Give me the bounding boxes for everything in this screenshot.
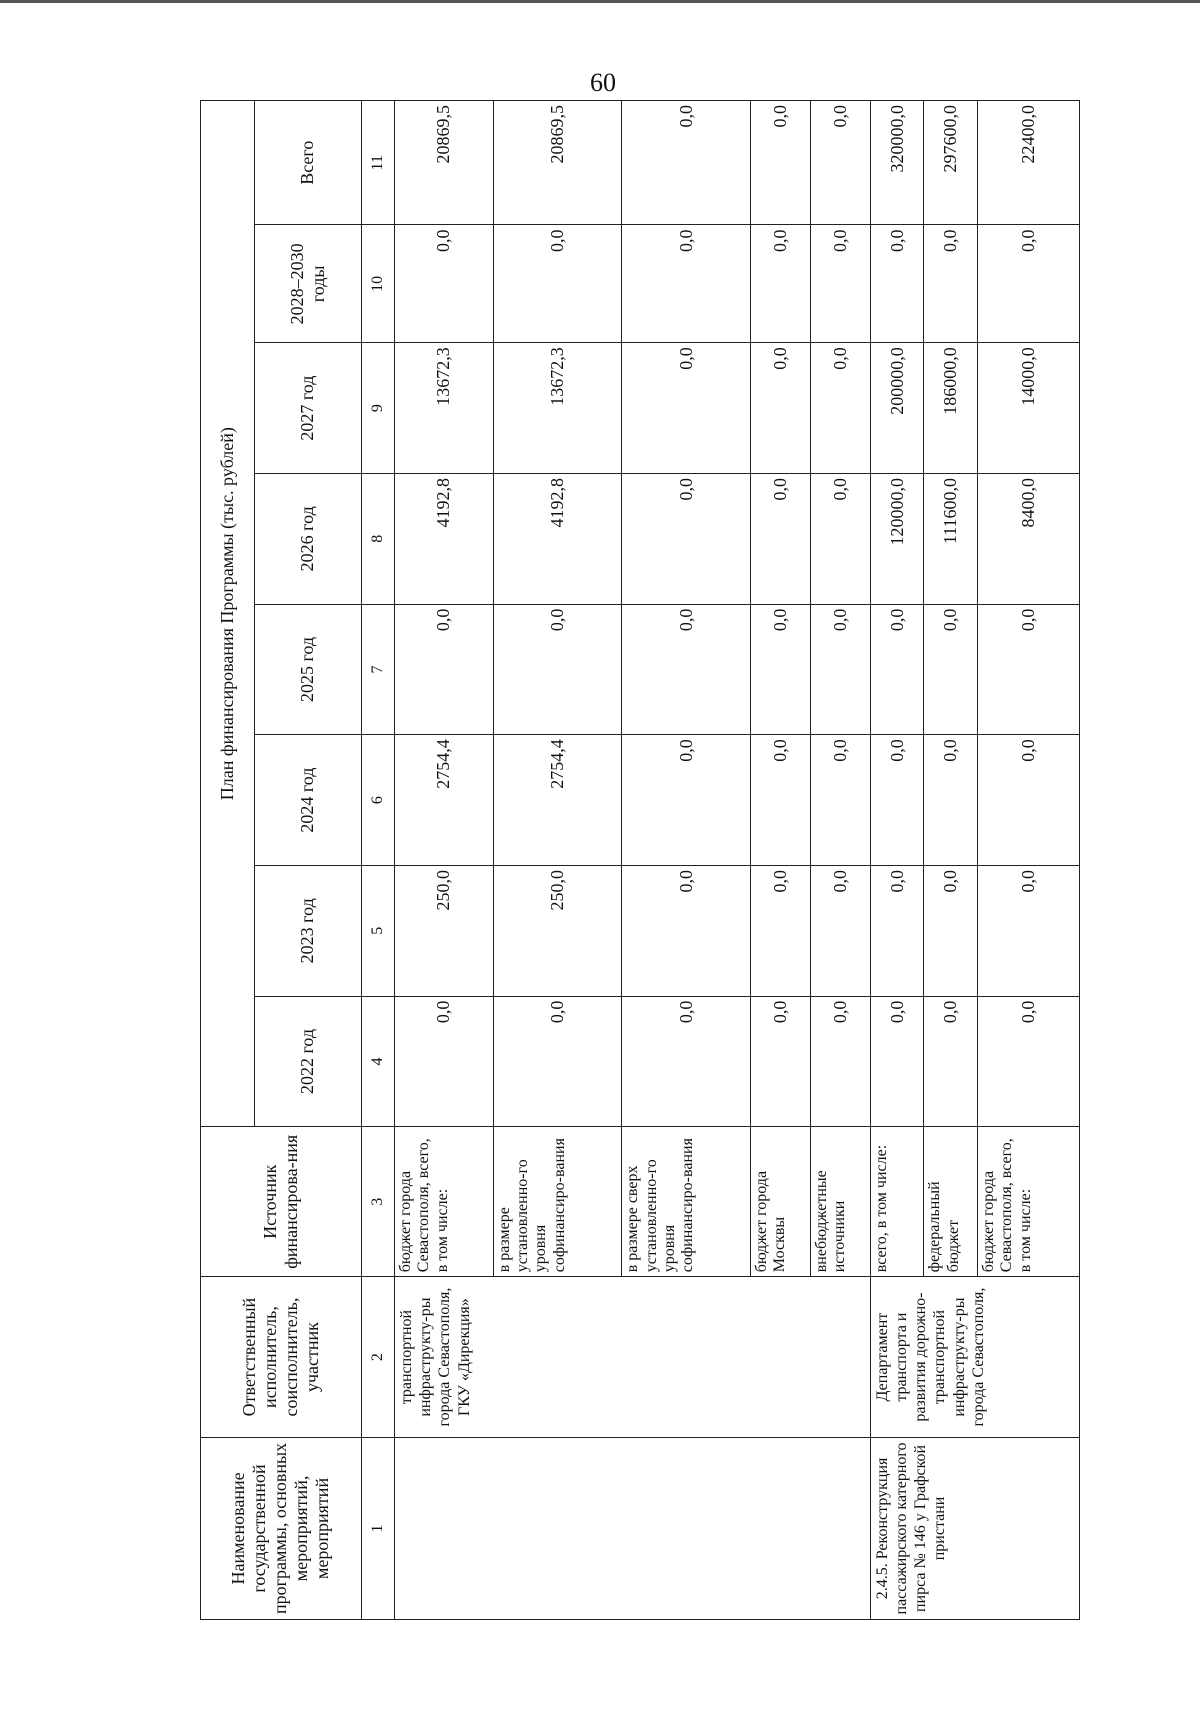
column-number: 3	[361, 1127, 394, 1277]
value-cell: 0,0	[924, 604, 978, 735]
value-cell: 0,0	[395, 996, 494, 1127]
source-cell: всего, в том числе:	[870, 1127, 924, 1277]
value-cell: 0,0	[810, 735, 870, 866]
responsible-cell: Департамент транспорта и развития дорожно-транспортной инфраструкту-ры города Севастополя,	[870, 1277, 1079, 1438]
value-cell: 4192,8	[493, 473, 622, 604]
program-name-cell: 2.4.5. Реконструкция пассажирского катерного пирса № 146 у Графской пристани	[870, 1437, 1079, 1619]
value-cell: 0,0	[750, 473, 810, 604]
header-year: 2027 год	[254, 343, 361, 474]
header-year: 2023 год	[254, 865, 361, 996]
value-cell: 250,0	[395, 865, 494, 996]
header-year: 2025 год	[254, 604, 361, 735]
header-year: 2028–2030 годы	[254, 225, 361, 343]
value-cell: 0,0	[622, 865, 751, 996]
scan-top-border	[0, 0, 1200, 3]
value-cell: 0,0	[870, 225, 924, 343]
column-number: 4	[361, 996, 394, 1127]
value-cell: 0,0	[622, 996, 751, 1127]
value-cell: 0,0	[810, 101, 870, 225]
value-cell: 111600,0	[924, 473, 978, 604]
value-cell: 0,0	[750, 101, 810, 225]
value-cell: 0,0	[978, 996, 1080, 1127]
value-cell: 120000,0	[870, 473, 924, 604]
financing-table	[200, 100, 1080, 1620]
value-cell: 0,0	[810, 996, 870, 1127]
value-cell: 320000,0	[870, 101, 924, 225]
value-cell: 0,0	[870, 735, 924, 866]
value-cell: 22400,0	[978, 101, 1080, 225]
responsible-cell: транспортной инфраструкту-ры города Севастополя, ГКУ «Дирекция»	[395, 1277, 871, 1438]
value-cell: 0,0	[924, 996, 978, 1127]
value-cell: 0,0	[810, 604, 870, 735]
table-row	[395, 101, 494, 1620]
value-cell: 0,0	[924, 735, 978, 866]
value-cell: 0,0	[622, 735, 751, 866]
value-cell: 186000,0	[924, 343, 978, 474]
value-cell: 8400,0	[978, 473, 1080, 604]
value-cell: 0,0	[750, 343, 810, 474]
value-cell: 20869,5	[395, 101, 494, 225]
value-cell: 0,0	[622, 101, 751, 225]
page-number: 60	[590, 68, 616, 97]
value-cell: 0,0	[870, 865, 924, 996]
value-cell: 0,0	[622, 343, 751, 474]
rotated-table-container	[200, 100, 1080, 1620]
value-cell: 0,0	[750, 604, 810, 735]
source-cell: в размере сверх установленно-го уровня софинансиро-вания	[622, 1127, 751, 1277]
value-cell: 0,0	[924, 865, 978, 996]
header-year: 2022 год	[254, 996, 361, 1127]
source-cell: бюджет города Севастополя, всего, в том числе:	[978, 1127, 1080, 1277]
source-cell: федеральный бюджет	[924, 1127, 978, 1277]
program-name-cell	[395, 1437, 871, 1619]
value-cell: 0,0	[978, 735, 1080, 866]
value-cell: 0,0	[750, 996, 810, 1127]
value-cell: 0,0	[395, 604, 494, 735]
value-cell: 20869,5	[493, 101, 622, 225]
column-number: 11	[361, 101, 394, 225]
value-cell: 0,0	[622, 473, 751, 604]
source-cell: бюджет города Севастополя, всего, в том числе:	[395, 1127, 494, 1277]
column-number: 5	[361, 865, 394, 996]
value-cell: 297600,0	[924, 101, 978, 225]
value-cell: 0,0	[810, 343, 870, 474]
value-cell: 0,0	[750, 225, 810, 343]
header-responsible: Ответственный исполнитель, соисполнитель, участник	[201, 1277, 362, 1438]
value-cell: 0,0	[493, 604, 622, 735]
header-year: 2026 год	[254, 473, 361, 604]
header-plan: План финансирования Программы (тыс. рублей)	[201, 101, 255, 1127]
value-cell: 13672,3	[493, 343, 622, 474]
value-cell: 0,0	[810, 473, 870, 604]
value-cell: 0,0	[810, 225, 870, 343]
source-cell: внебюджетные источники	[810, 1127, 870, 1277]
value-cell: 0,0	[622, 225, 751, 343]
value-cell: 0,0	[810, 865, 870, 996]
column-number: 9	[361, 343, 394, 474]
value-cell: 250,0	[493, 865, 622, 996]
value-cell: 0,0	[924, 225, 978, 343]
column-number: 10	[361, 225, 394, 343]
value-cell: 13672,3	[395, 343, 494, 474]
value-cell: 0,0	[622, 604, 751, 735]
table-row	[870, 101, 924, 1620]
column-number: 7	[361, 604, 394, 735]
value-cell: 0,0	[978, 225, 1080, 343]
column-numbers-row	[361, 101, 394, 1620]
value-cell: 0,0	[493, 225, 622, 343]
value-cell: 14000,0	[978, 343, 1080, 474]
value-cell: 200000,0	[870, 343, 924, 474]
source-cell: в размере установленно-го уровня софинансиро-вания	[493, 1127, 622, 1277]
value-cell: 4192,8	[395, 473, 494, 604]
value-cell: 0,0	[978, 604, 1080, 735]
value-cell: 2754,4	[395, 735, 494, 866]
header-name: Наименование государственной программы, основных мероприятий, мероприятий	[201, 1437, 362, 1619]
value-cell: 2754,4	[493, 735, 622, 866]
header-year: 2024 год	[254, 735, 361, 866]
header-source: Источник финансирова-ния	[201, 1127, 362, 1277]
header-total: Всего	[254, 101, 361, 225]
value-cell: 0,0	[493, 996, 622, 1127]
value-cell: 0,0	[870, 604, 924, 735]
column-number: 1	[361, 1437, 394, 1619]
value-cell: 0,0	[750, 865, 810, 996]
value-cell: 0,0	[978, 865, 1080, 996]
column-number: 6	[361, 735, 394, 866]
value-cell: 0,0	[750, 735, 810, 866]
source-cell: бюджет города Москвы	[750, 1127, 810, 1277]
column-number: 8	[361, 473, 394, 604]
column-number: 2	[361, 1277, 394, 1438]
value-cell: 0,0	[395, 225, 494, 343]
value-cell: 0,0	[870, 996, 924, 1127]
